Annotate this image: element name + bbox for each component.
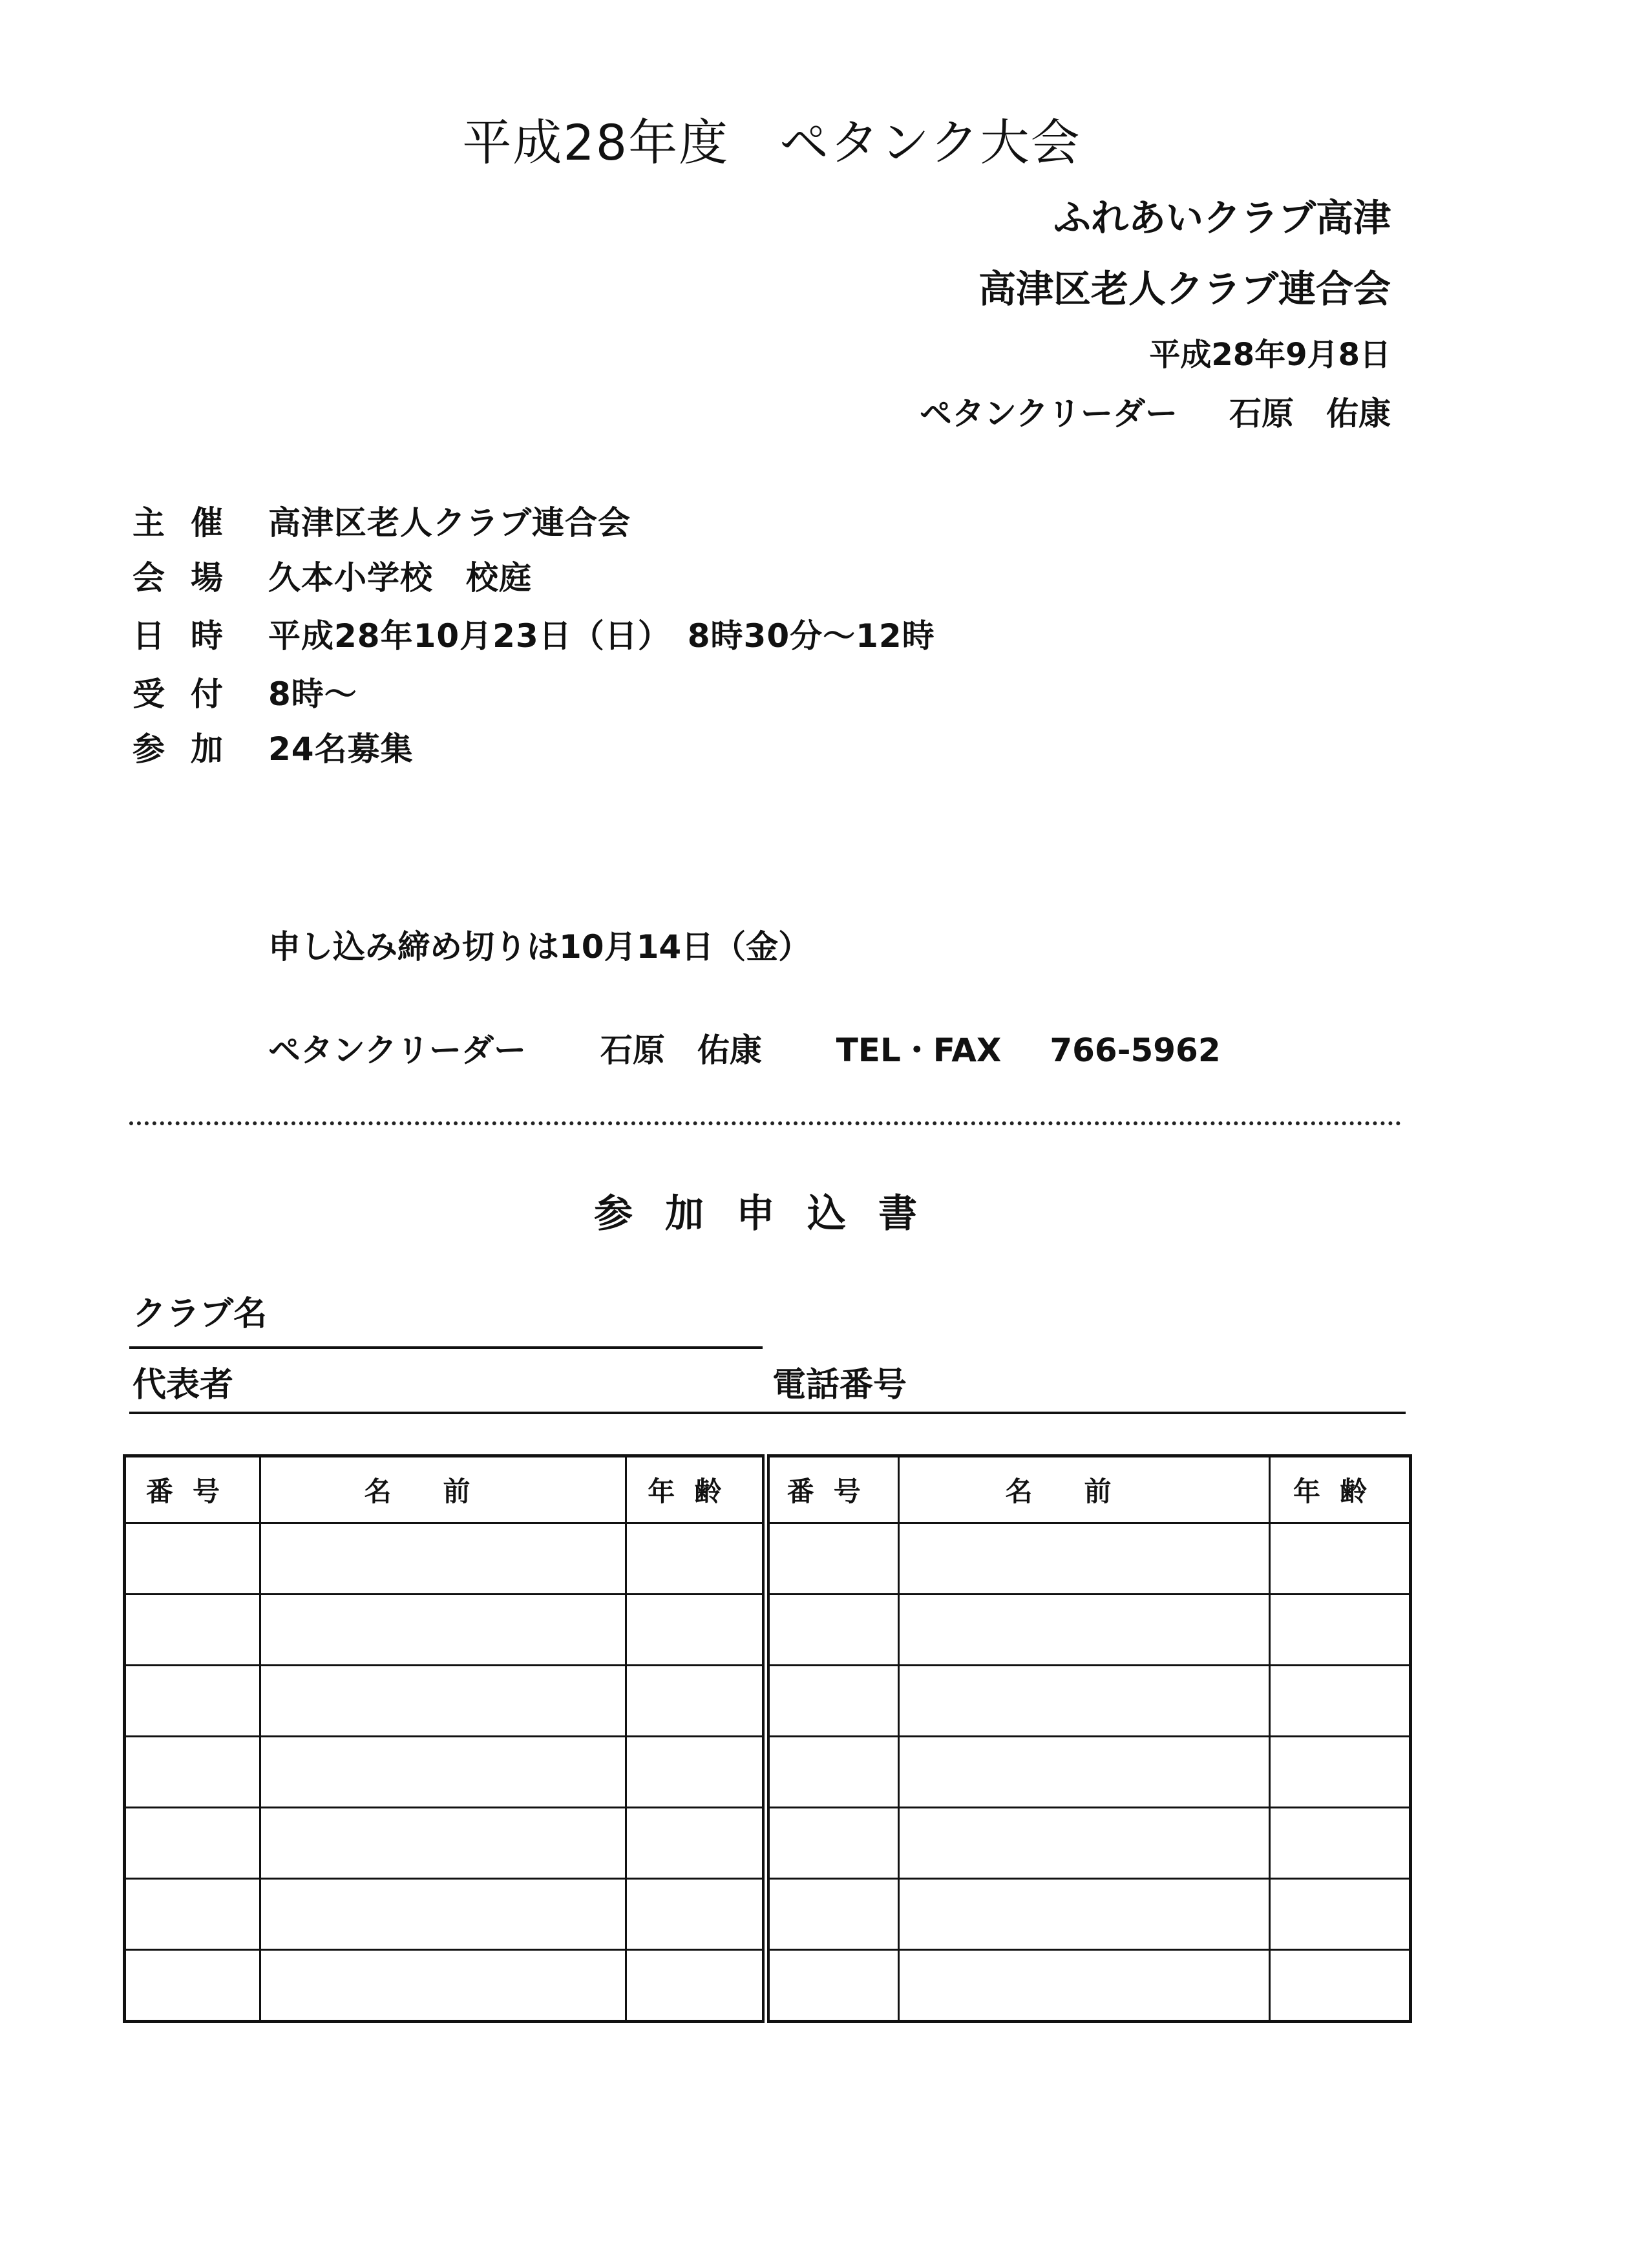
info-row-organizer bbox=[132, 498, 631, 543]
number-cell[interactable] bbox=[125, 1737, 260, 1808]
age-cell[interactable] bbox=[626, 1666, 766, 1737]
contact-line bbox=[268, 1024, 1221, 1071]
name-cell[interactable] bbox=[260, 1737, 626, 1808]
roster-table bbox=[123, 1454, 1412, 2023]
age-cell[interactable] bbox=[626, 1808, 766, 1879]
name-cell[interactable] bbox=[899, 1595, 1270, 1666]
table-row bbox=[125, 1523, 1411, 1595]
form-title: 参加申込書 bbox=[594, 1191, 949, 1236]
issue-date: 平成28年9月8日 bbox=[1149, 337, 1391, 373]
age-cell[interactable] bbox=[626, 1595, 766, 1666]
number-cell[interactable] bbox=[766, 1523, 899, 1595]
name-cell[interactable] bbox=[260, 1879, 626, 1950]
info-label: 受付 bbox=[132, 675, 249, 713]
club-name-label: クラブ名 bbox=[132, 1295, 268, 1333]
deadline-note: 申し込み締め切りは10月14日（金） bbox=[268, 928, 811, 966]
name-cell[interactable] bbox=[899, 1950, 1270, 2022]
age-cell[interactable] bbox=[626, 1523, 766, 1595]
cut-line bbox=[129, 1121, 1401, 1125]
number-cell[interactable] bbox=[766, 1879, 899, 1950]
name-cell[interactable] bbox=[260, 1595, 626, 1666]
number-cell[interactable] bbox=[125, 1666, 260, 1737]
number-cell[interactable] bbox=[766, 1595, 899, 1666]
representative-label: 代表者 bbox=[132, 1366, 234, 1404]
roster-table-container bbox=[123, 1454, 1409, 2022]
number-cell[interactable] bbox=[766, 1950, 899, 2022]
age-cell[interactable] bbox=[626, 1950, 766, 2022]
age-cell[interactable] bbox=[1270, 1666, 1411, 1737]
number-cell[interactable] bbox=[766, 1737, 899, 1808]
number-cell[interactable] bbox=[125, 1879, 260, 1950]
age-cell[interactable] bbox=[1270, 1808, 1411, 1879]
column-header-number: 番号 bbox=[125, 1456, 260, 1523]
contact-name: 石原 佑康 bbox=[600, 1032, 762, 1069]
info-value: 8時～ bbox=[268, 675, 357, 713]
number-cell[interactable] bbox=[766, 1666, 899, 1737]
name-cell[interactable] bbox=[260, 1950, 626, 2022]
page-title: 平成28年度 ペタンク大会 bbox=[462, 114, 1081, 171]
info-value: 高津区老人クラブ連合会 bbox=[268, 504, 631, 542]
age-cell[interactable] bbox=[1270, 1737, 1411, 1808]
column-header-age: 年齢 bbox=[626, 1456, 766, 1523]
table-row bbox=[125, 1595, 1411, 1666]
age-cell[interactable] bbox=[1270, 1879, 1411, 1950]
representative-phone-field[interactable] bbox=[129, 1412, 1406, 1414]
phone-label: 電話番号 bbox=[772, 1366, 907, 1404]
info-label: 主催 bbox=[132, 504, 249, 542]
table-header-row bbox=[125, 1456, 1411, 1523]
name-cell[interactable] bbox=[260, 1523, 626, 1595]
info-label: 会場 bbox=[132, 559, 249, 597]
table-row bbox=[125, 1950, 1411, 2022]
age-cell[interactable] bbox=[626, 1737, 766, 1808]
info-row-reception bbox=[132, 669, 357, 714]
roster-body bbox=[125, 1523, 1411, 2022]
organizer-federation: 高津区老人クラブ連合会 bbox=[978, 267, 1391, 311]
name-cell[interactable] bbox=[260, 1808, 626, 1879]
table-row bbox=[125, 1737, 1411, 1808]
info-value: 平成28年10月23日（日） 8時30分～12時 bbox=[268, 617, 935, 655]
table-row bbox=[125, 1666, 1411, 1737]
name-cell[interactable] bbox=[899, 1808, 1270, 1879]
age-cell[interactable] bbox=[626, 1879, 766, 1950]
organizer-club: ふれあいクラブ高津 bbox=[1053, 196, 1391, 240]
age-cell[interactable] bbox=[1270, 1950, 1411, 2022]
header-leader bbox=[920, 388, 1391, 434]
column-header-age: 年齢 bbox=[1270, 1456, 1411, 1523]
contact-role: ペタンクリーダー bbox=[268, 1032, 526, 1069]
info-label: 日時 bbox=[132, 617, 249, 655]
contact-tel-label: TEL・FAX bbox=[836, 1032, 1002, 1069]
info-value: 久本小学校 校庭 bbox=[268, 559, 532, 597]
info-label: 参加 bbox=[132, 730, 249, 768]
leader-role: ペタンクリーダー bbox=[920, 395, 1178, 432]
column-header-number: 番号 bbox=[766, 1456, 899, 1523]
number-cell[interactable] bbox=[125, 1808, 260, 1879]
info-value: 24名募集 bbox=[268, 730, 414, 768]
club-name-field[interactable] bbox=[129, 1346, 763, 1349]
info-row-participation bbox=[132, 724, 414, 769]
age-cell[interactable] bbox=[1270, 1595, 1411, 1666]
info-row-venue bbox=[132, 553, 532, 598]
age-cell[interactable] bbox=[1270, 1523, 1411, 1595]
name-cell[interactable] bbox=[899, 1523, 1270, 1595]
number-cell[interactable] bbox=[766, 1808, 899, 1879]
name-cell[interactable] bbox=[260, 1666, 626, 1737]
info-row-datetime bbox=[132, 611, 935, 656]
leader-name: 石原 佑康 bbox=[1229, 395, 1391, 432]
column-header-name: 名前 bbox=[899, 1456, 1270, 1523]
table-row bbox=[125, 1879, 1411, 1950]
name-cell[interactable] bbox=[899, 1737, 1270, 1808]
contact-tel: 766-5962 bbox=[1050, 1032, 1221, 1069]
table-row bbox=[125, 1808, 1411, 1879]
name-cell[interactable] bbox=[899, 1666, 1270, 1737]
number-cell[interactable] bbox=[125, 1523, 260, 1595]
name-cell[interactable] bbox=[899, 1879, 1270, 1950]
column-header-name: 名前 bbox=[260, 1456, 626, 1523]
number-cell[interactable] bbox=[125, 1595, 260, 1666]
number-cell[interactable] bbox=[125, 1950, 260, 2022]
